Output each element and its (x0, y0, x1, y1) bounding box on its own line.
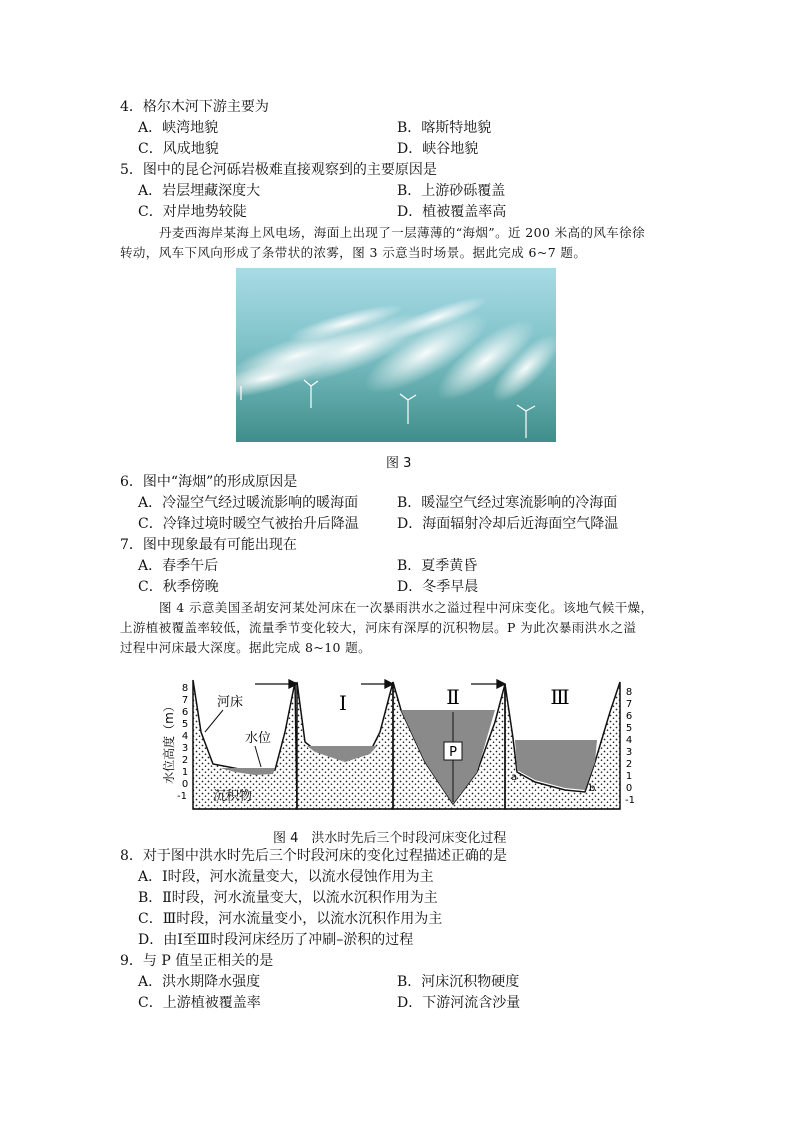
figure4-caption: 图 4 洪水时先后三个时段河床变化过程 (273, 831, 507, 846)
intro-6-7-line2: 转动，风车下风向形成了条带状的浓雾，图 3 示意当时场景。据此完成 6~7 题。 (120, 245, 587, 260)
flow-arrows (255, 680, 505, 688)
stage-1-label: Ⅰ (339, 691, 347, 715)
q9-option-b: B．河床沉积物硬度 (397, 974, 520, 990)
q5-option-c: C．对岸地势较陡 (138, 204, 247, 220)
tick-6-left: 6 (181, 707, 189, 718)
p-label: P (449, 745, 457, 760)
q8-option-a: A．Ⅰ时段，河水流量变大，以流水侵蚀作用为主 (138, 869, 434, 885)
q8-option-d: D．由Ⅰ至Ⅲ时段河床经历了冲刷–淤积的过程 (138, 932, 414, 948)
q4-option-d: D．峡谷地貌 (397, 141, 479, 157)
intro-6-7-line1: 丹麦西海岸某海上风电场，海面上出现了一层薄薄的“海烟”。近 200 米高的风车徐徐 (159, 225, 645, 240)
q7-option-b: B．夏季黄昏 (397, 558, 478, 574)
tick-5-right: 5 (625, 723, 633, 734)
label-a: a (511, 772, 518, 783)
tick-1-right: 1 (625, 771, 633, 782)
figure4-diagram (162, 672, 645, 817)
label-water-level: 水位 (245, 731, 272, 746)
tick-4-left: 4 (181, 731, 189, 742)
q4-option-a: A．峡湾地貌 (138, 120, 219, 136)
intro-8-10-line3: 过程中河床最大深度。据此完成 8~10 题。 (120, 640, 372, 655)
q6-stem: 6．图中“海烟”的形成原因是 (120, 474, 298, 490)
q9-option-c: C．上游植被覆盖率 (138, 995, 261, 1011)
q9-stem: 9．与 P 值呈正相关的是 (120, 953, 274, 969)
q6-option-b: B．暖湿空气经过寒流影响的冷海面 (397, 495, 618, 511)
q5-option-b: B．上游砂砾覆盖 (397, 183, 506, 199)
q4-option-c: C．风成地貌 (138, 141, 219, 157)
intro-8-10-line2: 上游植被覆盖率较低，流量季节变化较大，河床有深厚的沉积物层。P 为此次暴雨洪水之溢 (120, 620, 637, 635)
right-ticks (625, 687, 635, 806)
left-ticks (177, 683, 188, 802)
tick-4-right: 4 (625, 735, 633, 746)
y-axis-label: 水位高度（m） (162, 700, 176, 784)
label-sediment: 沉积物 (213, 789, 253, 804)
tick-5-left: 5 (181, 719, 189, 730)
q4-stem: 4．格尔木河下游主要为 (120, 99, 269, 115)
tick-2-left: 2 (181, 755, 189, 766)
q4-option-b: B．喀斯特地貌 (397, 120, 492, 136)
tick-1-left: 1 (181, 767, 189, 778)
label-b: b (589, 783, 596, 794)
intro-8-10-line1: 图 4 示意美国圣胡安河某处河床在一次暴雨洪水之溢过程中河床变化。该地气候干燥， (159, 600, 654, 615)
q5-option-a: A．岩层埋藏深度大 (138, 183, 261, 199)
q8-option-b: B．Ⅱ时段，河水流量变大，以流水沉积作用为主 (138, 890, 438, 906)
tick-7-left: 7 (181, 695, 189, 706)
q6-option-d: D．海面辐射冷却后近海面空气降温 (397, 516, 619, 532)
tick-6-right: 6 (625, 711, 633, 722)
q8-stem: 8．对于图中洪水时先后三个时段河床的变化过程描述正确的是 (120, 848, 507, 864)
q7-option-a: A．春季午后 (138, 558, 219, 574)
q5-option-d: D．植被覆盖率高 (397, 204, 507, 220)
figure3-caption: 图 3 (386, 456, 412, 471)
q6-option-a: A．冷湿空气经过暖流影响的暖海面 (138, 495, 359, 511)
tick-neg1-left: -1 (177, 791, 187, 802)
tick-2-right: 2 (625, 759, 633, 770)
stage-2-label: Ⅱ (446, 685, 460, 709)
tick-3-right: 3 (625, 747, 633, 758)
q7-option-d: D．冬季早晨 (397, 579, 479, 595)
q9-option-a: A．洪水期降水强度 (138, 974, 261, 990)
q5-stem: 5．图中的昆仑河砾岩极难直接观察到的主要原因是 (120, 162, 437, 178)
tick-neg1-right: -1 (625, 795, 635, 806)
tick-3-left: 3 (181, 743, 189, 754)
tick-8-right: 8 (625, 687, 633, 698)
q9-option-d: D．下游河流含沙量 (397, 995, 521, 1011)
label-riverbed: 河床 (217, 695, 244, 710)
q8-option-c: C．Ⅲ时段，河水流量变小，以流水沉积作用为主 (138, 911, 443, 927)
q7-stem: 7．图中现象最有可能出现在 (120, 537, 297, 553)
tick-0-left: 0 (181, 779, 189, 790)
q6-option-c: C．冷锋过境时暖空气被抬升后降温 (138, 516, 359, 532)
figure3-photo (236, 268, 556, 442)
tick-0-right: 0 (625, 783, 633, 794)
stage-3-label: Ⅲ (550, 685, 570, 709)
q7-option-c: C．秋季傍晚 (138, 579, 219, 595)
tick-7-right: 7 (625, 699, 633, 710)
tick-8-left: 8 (181, 683, 189, 694)
